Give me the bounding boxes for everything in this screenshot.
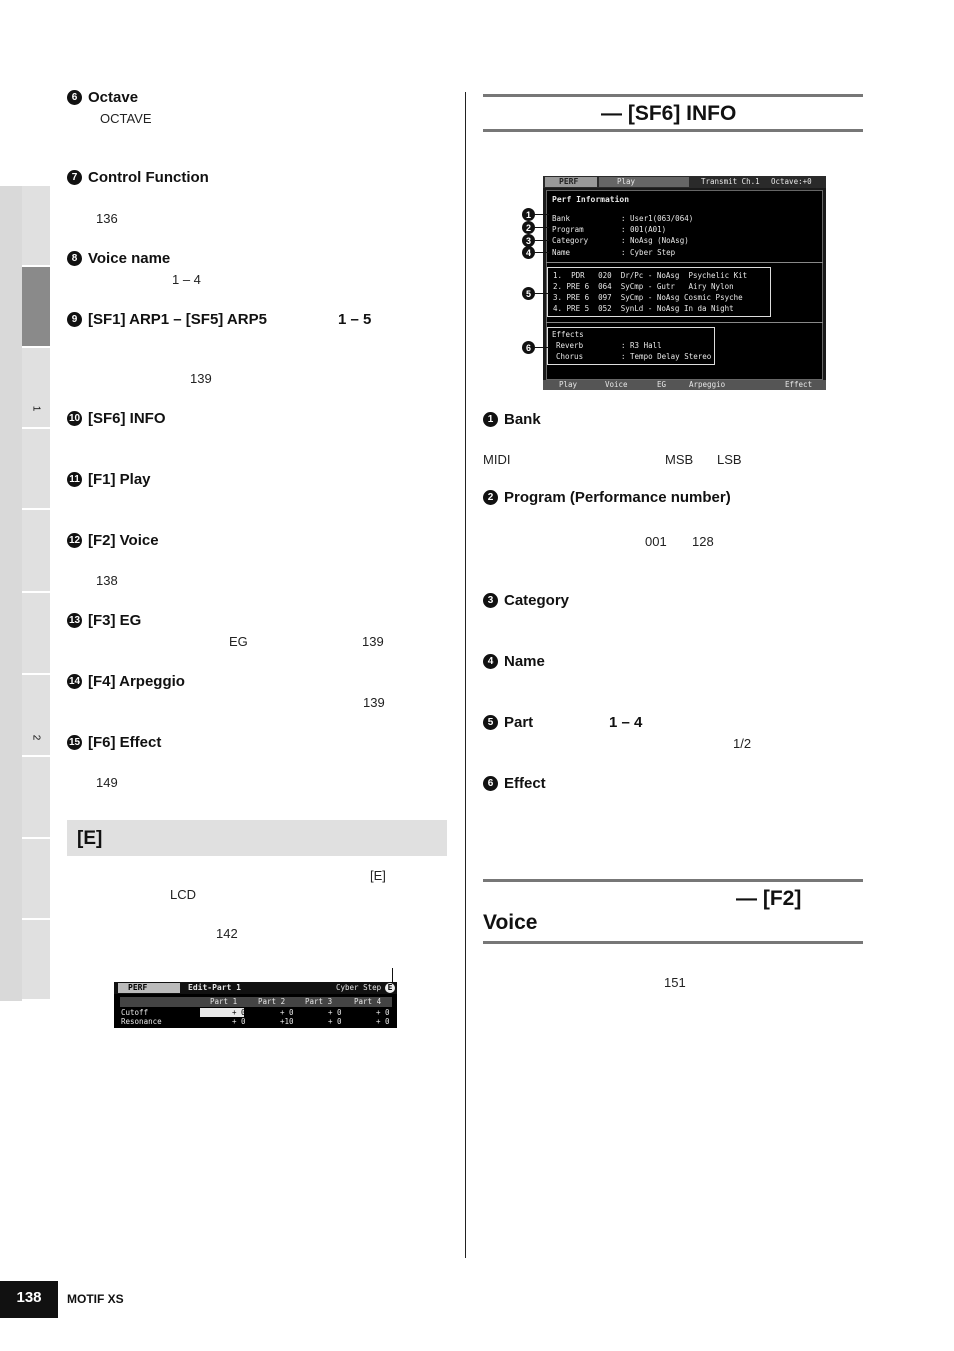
lcd-col-part2: Part 2 — [258, 997, 286, 1006]
lcd-part-row: 3. PRE 6 097 SyCmp - NoAsg Cosmic Psyche — [553, 293, 743, 302]
lcd-field-label: Bank — [552, 214, 571, 223]
item-note: OCTAVE — [100, 111, 152, 126]
lcd-value: + 0 — [232, 1017, 246, 1026]
lcd-value: +10 — [280, 1017, 294, 1026]
item-title: Part — [504, 714, 534, 731]
lcd-field-label: Category — [552, 236, 589, 245]
item-note-midi: MIDI — [483, 452, 511, 467]
lcd-bottom-tabs — [543, 380, 826, 390]
item-title: [F3] EG — [88, 612, 142, 629]
lcd-perf-name: Cyber Step — [336, 983, 382, 992]
lcd-tab: EG — [657, 380, 667, 389]
callout-leader — [535, 240, 549, 241]
f2-rule-top — [483, 879, 863, 882]
item-title: [F1] Play — [88, 471, 151, 488]
item-title: Voice name — [88, 250, 171, 267]
callout-leader — [535, 214, 549, 215]
item-note-eg: EG — [229, 634, 248, 649]
item-name-heading — [483, 653, 545, 670]
number-badge: 15 — [68, 737, 81, 748]
item-title: [F4] Arpeggio — [88, 673, 185, 690]
callout-4: 4 — [522, 246, 535, 259]
number-badge: 3 — [483, 593, 498, 608]
lcd-play-tab — [599, 177, 689, 187]
f2-title-voice: Voice — [483, 911, 538, 934]
lcd-col-part4: Part 4 — [354, 997, 382, 1006]
lcd-tab: Voice — [605, 380, 628, 389]
f2-rule-bottom — [483, 941, 863, 944]
item-part-heading — [483, 714, 533, 731]
lcd-info-heading: Perf Information — [552, 195, 630, 204]
number-badge: 4 — [483, 654, 498, 669]
lcd-tab: Arpeggio — [689, 380, 726, 389]
lcd-perf-label: PERF — [128, 983, 148, 992]
item-f1-play-heading — [67, 471, 151, 488]
item-note: 149 — [96, 775, 118, 790]
lcd-value: + 0 — [280, 1008, 294, 1017]
item-note: 139 — [363, 695, 385, 710]
lcd-mode-label: Edit-Part 1 — [188, 983, 241, 992]
lcd-value: + 0 — [232, 1008, 246, 1017]
callout-6: 6 — [522, 341, 535, 354]
item-note: 139 — [362, 634, 384, 649]
number-badge: 1 — [483, 412, 498, 427]
e-button-ref: [E] — [370, 868, 386, 883]
lcd-effect-value: : R3 Hall — [621, 341, 662, 350]
callout-5: 5 — [522, 287, 535, 300]
callout-3: 3 — [522, 234, 535, 247]
number-badge: 7 — [67, 170, 82, 185]
lcd-value: + 0 — [376, 1017, 390, 1026]
item-title: Control Function — [88, 169, 209, 186]
lcd-value: + 0 — [328, 1017, 342, 1026]
item-arp-range: 1 – 5 — [338, 311, 372, 328]
item-bank-heading — [483, 411, 541, 428]
item-note-max: 128 — [692, 534, 714, 549]
callout-leader — [535, 252, 549, 253]
e-section-title: [E] — [77, 828, 103, 849]
callout-leader — [535, 347, 549, 348]
lcd-header-row — [120, 997, 392, 1007]
column-divider — [465, 92, 466, 1258]
item-f4-arpeggio-heading — [67, 673, 185, 690]
side-tab — [22, 429, 50, 510]
lcd-field-value: : User1(063/064) — [621, 214, 694, 223]
page-number: 138 — [16, 1289, 42, 1306]
item-note: 136 — [96, 211, 118, 226]
item-f6-effect-heading — [67, 734, 161, 751]
item-note: 1 – 4 — [172, 272, 201, 287]
side-tab-number-1: 1 — [30, 405, 42, 412]
lcd-part-row: 4. PRE 5 052 SynLd - NoAsg In da Night — [553, 304, 734, 313]
item-sf6-info-heading — [67, 410, 166, 427]
lcd-part-row: 2. PRE 6 064 SyCmp - Gutr Airy Nylon — [553, 282, 734, 291]
lcd-field-label: Name — [552, 248, 571, 257]
callout-leader — [392, 968, 393, 982]
callout-leader — [535, 293, 549, 294]
item-note-lsb: LSB — [717, 452, 742, 467]
number-badge: 8 — [67, 251, 82, 266]
number-badge: 6 — [67, 90, 82, 105]
item-title: Name — [504, 653, 545, 670]
lcd-row-label: Cutoff — [121, 1008, 149, 1017]
side-tab — [22, 186, 50, 267]
number-badge: 9 — [67, 312, 82, 327]
item-effect-heading — [483, 775, 546, 792]
lcd-octave: Octave:+0 — [771, 177, 812, 186]
number-badge: 6 — [483, 776, 498, 791]
info-lcd-screen — [543, 176, 826, 390]
lcd-divider — [546, 322, 823, 323]
e-section-banner — [67, 820, 447, 856]
item-title: Category — [504, 592, 570, 609]
item-category-heading — [483, 592, 569, 609]
lcd-effect-value: : Tempo Delay Stereo — [621, 352, 712, 361]
sf6-info-title: — [SF6] INFO — [601, 102, 737, 125]
number-badge: 10 — [68, 413, 81, 424]
side-tab-number-2: 2 — [30, 734, 42, 741]
lcd-row-label: Resonance — [121, 1017, 162, 1026]
lcd-col-part1: Part 1 — [210, 997, 238, 1006]
item-note-msb: MSB — [665, 452, 694, 467]
number-badge: 11 — [67, 472, 82, 487]
lcd-play-label: Play — [617, 177, 636, 186]
item-title: Octave — [88, 89, 139, 106]
item-title: [F6] Effect — [88, 734, 162, 751]
sf6-rule-bottom — [483, 129, 863, 132]
lcd-value: + 0 — [376, 1008, 390, 1017]
item-arp-heading — [67, 311, 267, 328]
number-badge: 12 — [68, 535, 81, 546]
number-badge: 2 — [483, 490, 498, 505]
lcd-effects-title: Effects — [552, 330, 584, 339]
item-title: Program (Performance number) — [504, 489, 731, 506]
e-indicator-icon: E — [384, 982, 396, 994]
e-page-ref: 142 — [216, 926, 238, 941]
item-title: [SF1] ARP1 – [SF5] ARP5 — [88, 311, 267, 328]
item-title: [F2] Voice — [88, 532, 159, 549]
lcd-effect-label: Reverb — [556, 341, 584, 350]
lcd-transmit: Transmit Ch.1 — [701, 177, 760, 186]
lcd-col-part3: Part 3 — [305, 997, 333, 1006]
callout-1: 1 — [522, 208, 535, 221]
lcd-part-row: 1. PDR 020 Dr/Pc - NoAsg Psychelic Kit — [553, 271, 748, 280]
lcd-perf-label: PERF — [559, 177, 579, 186]
callout-leader — [535, 227, 549, 228]
product-name: MOTIF XS — [67, 1292, 124, 1306]
item-title: Effect — [504, 775, 546, 792]
number-badge: 14 — [68, 676, 81, 687]
sf6-rule-top — [483, 94, 863, 97]
f2-page-ref: 151 — [664, 975, 686, 990]
item-part-range: 1 – 4 — [609, 714, 643, 731]
lcd-divider — [546, 262, 823, 263]
side-tab — [22, 510, 50, 593]
side-tab — [22, 839, 50, 920]
item-note: 1/2 — [733, 736, 752, 751]
number-badge: 5 — [483, 715, 498, 730]
item-f2-voice-heading — [67, 532, 159, 549]
side-tab-active — [22, 267, 50, 348]
lcd-field-value: : NoAsg (NoAsg) — [621, 236, 689, 245]
item-title: [SF6] INFO — [88, 410, 166, 427]
item-note: 138 — [96, 573, 118, 588]
lcd-word: LCD — [170, 887, 197, 902]
lcd-field-value: : Cyber Step — [621, 248, 676, 257]
item-program-heading — [483, 489, 731, 506]
item-f3-eg-heading — [67, 612, 141, 629]
item-voice-name-heading — [67, 250, 170, 267]
lcd-tab: Effect — [785, 380, 813, 389]
item-control-function-heading — [67, 169, 209, 186]
item-title: Bank — [504, 411, 541, 428]
side-tab — [22, 593, 50, 675]
side-tab — [22, 920, 50, 1001]
item-note-min: 001 — [645, 534, 667, 549]
f2-title: — [F2] — [736, 887, 802, 910]
number-badge: 13 — [68, 615, 81, 626]
callout-2: 2 — [522, 221, 535, 234]
lcd-effect-label: Chorus — [556, 352, 584, 361]
lcd-value: + 0 — [328, 1008, 342, 1017]
lcd-field-label: Program — [552, 225, 584, 234]
lcd-field-value: : 001(A01) — [621, 225, 667, 234]
side-tab — [22, 757, 50, 839]
page-number-box — [0, 1281, 58, 1318]
edit-lcd-screen — [114, 982, 397, 1028]
item-octave-heading — [67, 89, 138, 106]
lcd-tab: Play — [559, 380, 578, 389]
item-note: 139 — [190, 371, 212, 386]
